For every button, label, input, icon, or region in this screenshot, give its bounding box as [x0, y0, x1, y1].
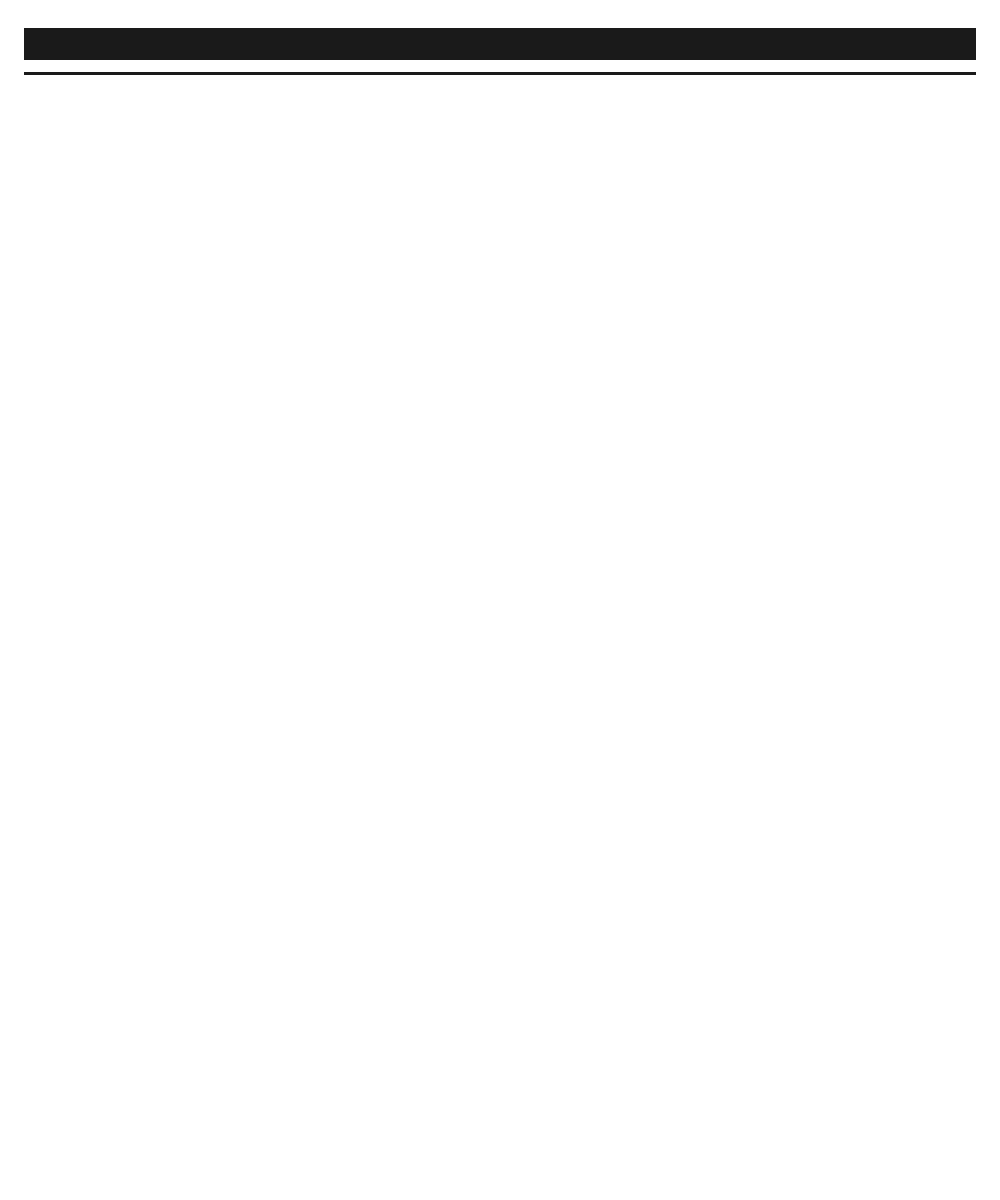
unit-per-100g	[754, 74, 834, 76]
unit-per-100ml	[939, 74, 976, 76]
table-row	[24, 74, 976, 76]
nutrition-rows	[24, 74, 976, 76]
value-per-100g	[614, 74, 754, 76]
unit-per-serve	[284, 74, 354, 76]
value-per-100ml	[834, 74, 939, 76]
nutrient-name	[24, 74, 184, 76]
value-skim-milk	[354, 74, 519, 76]
panel-title	[24, 28, 976, 60]
nutrition-table	[24, 64, 976, 75]
header-skim-milk	[354, 64, 614, 74]
table-header	[24, 64, 976, 74]
unit-skim-milk	[519, 74, 614, 76]
header-per-100ml	[834, 64, 976, 74]
header-avg-qty	[24, 64, 184, 74]
nutrition-label	[24, 28, 976, 93]
header-per-100g	[614, 64, 834, 74]
header-per-serve	[184, 64, 354, 74]
value-per-serve	[184, 74, 284, 76]
